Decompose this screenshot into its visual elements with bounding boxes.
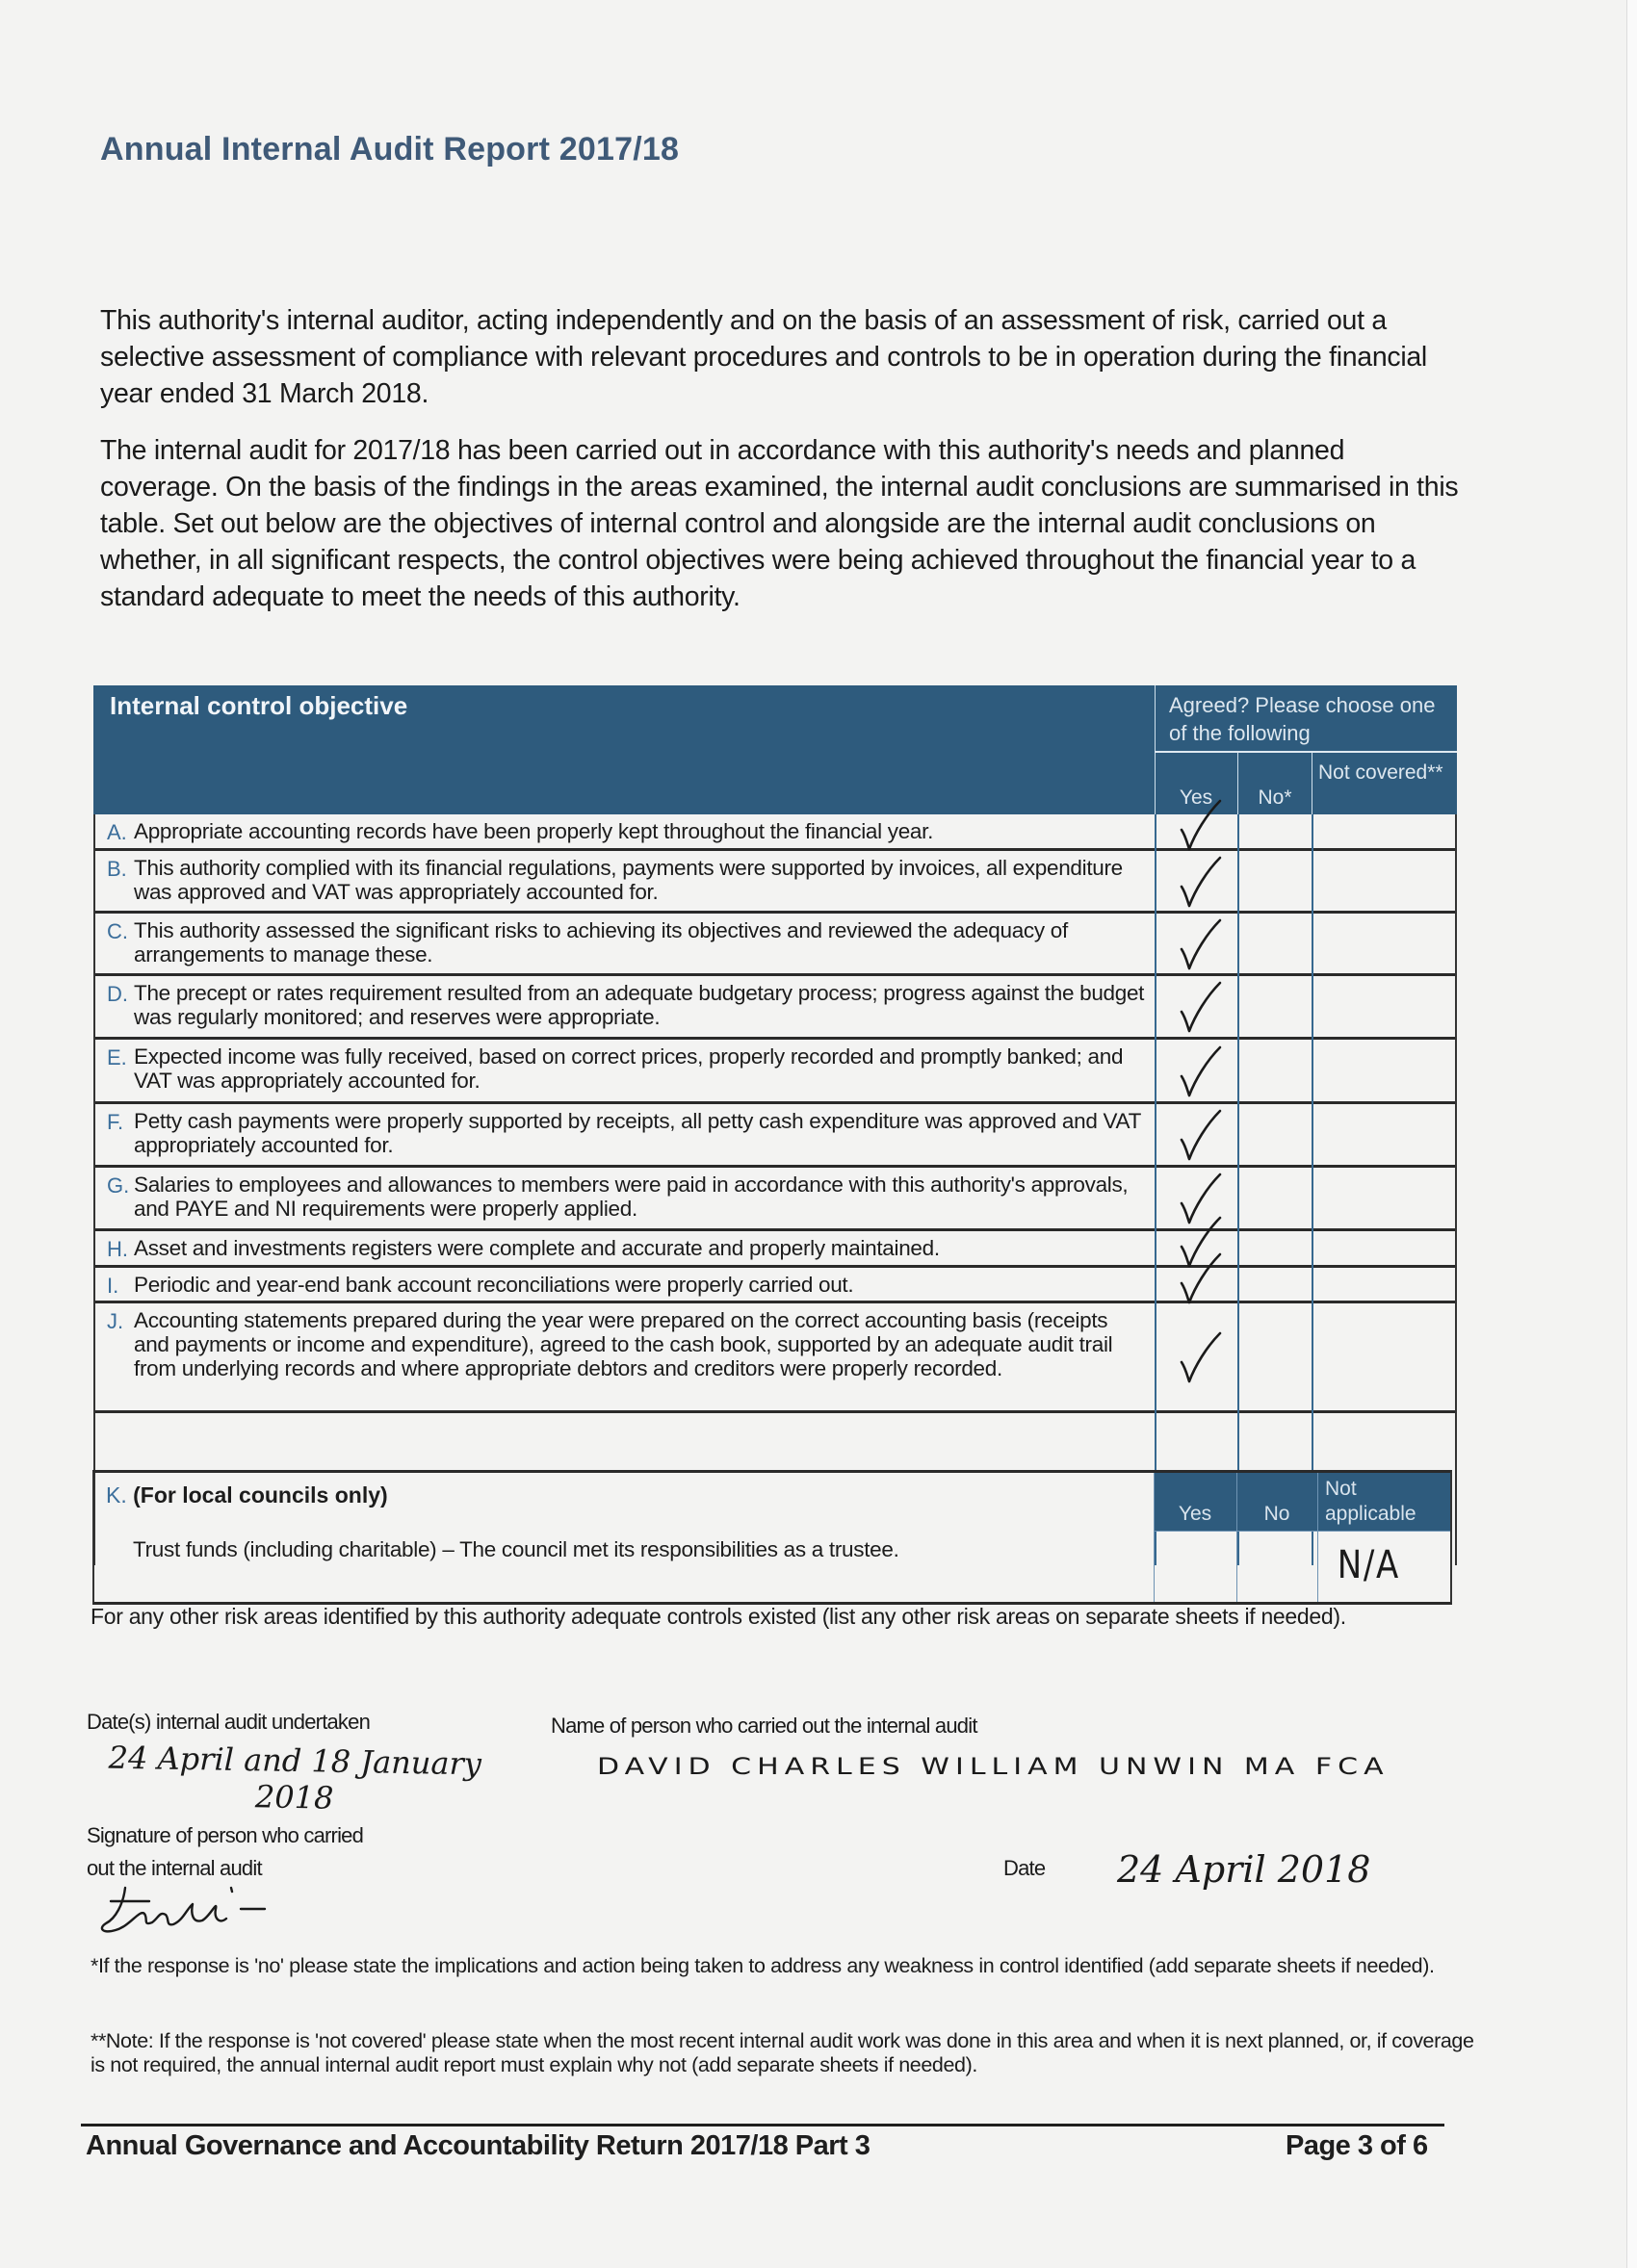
check-mark-icon[interactable] <box>1174 854 1232 912</box>
section-k-letter: K. <box>106 1482 127 1508</box>
name-label: Name of person who carried out the internal audit <box>551 1714 977 1738</box>
check-mark-icon[interactable] <box>1174 1044 1232 1101</box>
row-letter: E. <box>107 1045 127 1070</box>
table-row <box>93 1303 1457 1413</box>
check-mark-icon[interactable] <box>1174 1107 1232 1165</box>
table-left-border <box>93 814 95 1565</box>
k-column-divider <box>1236 1473 1237 1602</box>
table-row <box>93 976 1457 1040</box>
note-not-covered: **Note: If the response is 'not covered' please state when the most recent internal audit work was done in this area and when it is next planned, or, if coverage is not required, the annual internal audit report must explain why not (add separate sheets if needed). <box>91 2029 1474 2076</box>
table-row <box>93 914 1457 976</box>
intro-paragraph-2: The internal audit for 2017/18 has been carried out in accordance with this authority's needs and planned coverage. On the basis of the findings in the areas examined, the internal audit conclusions are summarised in this table. Set out below are the objectives of internal control and alongside are the internal audit conclusions on whether, in all significant respects, the control objectives were being achieved throughout the financial year to a standard adequate to meet the needs of this authority. <box>100 435 1459 612</box>
intro-paragraph-1: This authority's internal auditor, acting independently and on the basis of an assessment of risk, carried out a selective assessment of compliance with relevant procedures and controls to be in operation during the financial year ended 31 March 2018. <box>100 305 1427 409</box>
date-label: Date <box>1003 1856 1046 1880</box>
k-column-divider <box>1317 1473 1318 1602</box>
k-header-rule <box>1154 1531 1450 1532</box>
k-header-yes: Yes <box>1178 1503 1212 1525</box>
table-row <box>93 851 1457 914</box>
row-objective-text: Appropriate accounting records have been properly kept throughout the financial year. <box>134 819 934 843</box>
other-risk-areas-text: For any other risk areas identified by this authority adequate controls existed (list any other risk areas on separate sheets if needed). <box>91 1604 1346 1629</box>
table-header <box>93 685 1457 814</box>
check-mark-icon[interactable] <box>1174 1329 1232 1387</box>
check-mark-icon[interactable] <box>1174 916 1232 974</box>
row-letter: B. <box>107 857 127 881</box>
header-yes: Yes <box>1179 786 1213 809</box>
header-not-covered: Not covered** <box>1318 761 1443 784</box>
note-no-response: *If the response is 'no' please state the implications and action being taken to address any weakness in control identified (add separate sheets if needed). <box>91 1954 1435 1977</box>
row-objective-text: Periodic and year-end bank account reconciliations were properly carried out. <box>134 1273 854 1297</box>
row-letter: D. <box>107 982 128 1006</box>
k-answer-handwritten: N/A <box>1337 1543 1401 1587</box>
section-k <box>92 1470 1452 1605</box>
column-divider <box>1312 814 1313 1565</box>
header-agreed: Agreed? Please choose one of the following <box>1169 693 1436 745</box>
page-number: Page 3 of 6 <box>1286 2130 1428 2161</box>
row-objective-text: The precept or rates requirement resulted from an adequate budgetary process; progress against the budget was regularly monitored; and reserves were appropriate. <box>134 981 1145 1029</box>
table-row <box>93 1104 1457 1168</box>
table-right-border <box>1455 814 1457 1565</box>
row-letter: G. <box>107 1173 130 1198</box>
row-objective-text: Asset and investments registers were complete and accurate and properly maintained. <box>134 1236 940 1260</box>
k-column-divider <box>1154 1473 1155 1602</box>
row-objective-text: Expected income was fully received, based on correct prices, properly recorded and promptly banked; and VAT was appropriately accounted for. <box>134 1044 1124 1093</box>
check-mark-icon[interactable] <box>1174 979 1232 1037</box>
check-mark-icon[interactable] <box>1174 1250 1232 1308</box>
row-objective-text: Accounting statements prepared during the year were prepared on the correct accounting basis (receipts and payments or income and expenditure), agreed to the cash book, supported by an adequate audit trail from underlying records and where appropriate debtors and creditors were properly recorded. <box>134 1308 1113 1380</box>
auditor-name-value: DAVID CHARLES WILLIAM UNWIN MA FCA <box>597 1753 1390 1781</box>
table-row <box>93 1168 1457 1231</box>
section-k-heading <box>106 1482 388 1508</box>
table-row <box>93 1040 1457 1104</box>
section-k-text: Trust funds (including charitable) – The council met its responsibilities as a trustee. <box>133 1537 899 1561</box>
column-divider <box>1155 814 1156 1565</box>
row-letter: I. <box>107 1274 119 1298</box>
page-title: Annual Internal Audit Report 2017/18 <box>100 131 680 168</box>
k-header-no: No <box>1263 1503 1290 1525</box>
table-row <box>93 814 1457 851</box>
table-row <box>93 1231 1457 1268</box>
row-objective-text: This authority complied with its financial regulations, payments were supported by invoices, all expenditure was approved and VAT was appropriately accounted for. <box>134 856 1123 904</box>
check-mark-icon[interactable] <box>1174 797 1232 855</box>
table-row <box>93 1268 1457 1303</box>
k-header-not-applicable: Not applicable <box>1325 1478 1416 1525</box>
page-edge <box>1626 0 1637 2268</box>
row-letter: H. <box>107 1237 128 1261</box>
row-letter: C. <box>107 919 128 943</box>
row-objective-text: This authority assessed the significant risks to achieving its objectives and reviewed the adequacy of arrangements to manage these. <box>134 918 1068 966</box>
row-objective-text: Salaries to employees and allowances to members were paid in accordance with this authority's approvals, and PAYE and NI requirements were properly applied. <box>134 1173 1129 1221</box>
header-objective: Internal control objective <box>110 691 408 720</box>
row-letter: A. <box>107 820 127 844</box>
row-letter: F. <box>107 1110 124 1134</box>
dates-value: 24 April and 18 January 2018 <box>108 1739 482 1817</box>
section-k-header <box>1154 1473 1450 1531</box>
header-no: No* <box>1258 786 1292 809</box>
signature-label: Signature of person who carried out the internal audit <box>87 1823 364 1880</box>
date-value: 24 April 2018 <box>1117 1848 1371 1891</box>
dates-label: Date(s) internal audit undertaken <box>87 1710 371 1734</box>
row-objective-text: Petty cash payments were properly supported by receipts, all petty cash expenditure was approved and VAT appropriately accounted for. <box>134 1109 1141 1157</box>
section-k-title: (For local councils only) <box>133 1482 388 1508</box>
footer-title: Annual Governance and Accountability Return 2017/18 Part 3 <box>86 2130 870 2161</box>
footer-rule <box>81 2124 1444 2126</box>
row-letter: J. <box>107 1309 124 1333</box>
auditor-signature <box>96 1880 289 1938</box>
column-divider <box>1237 814 1239 1565</box>
